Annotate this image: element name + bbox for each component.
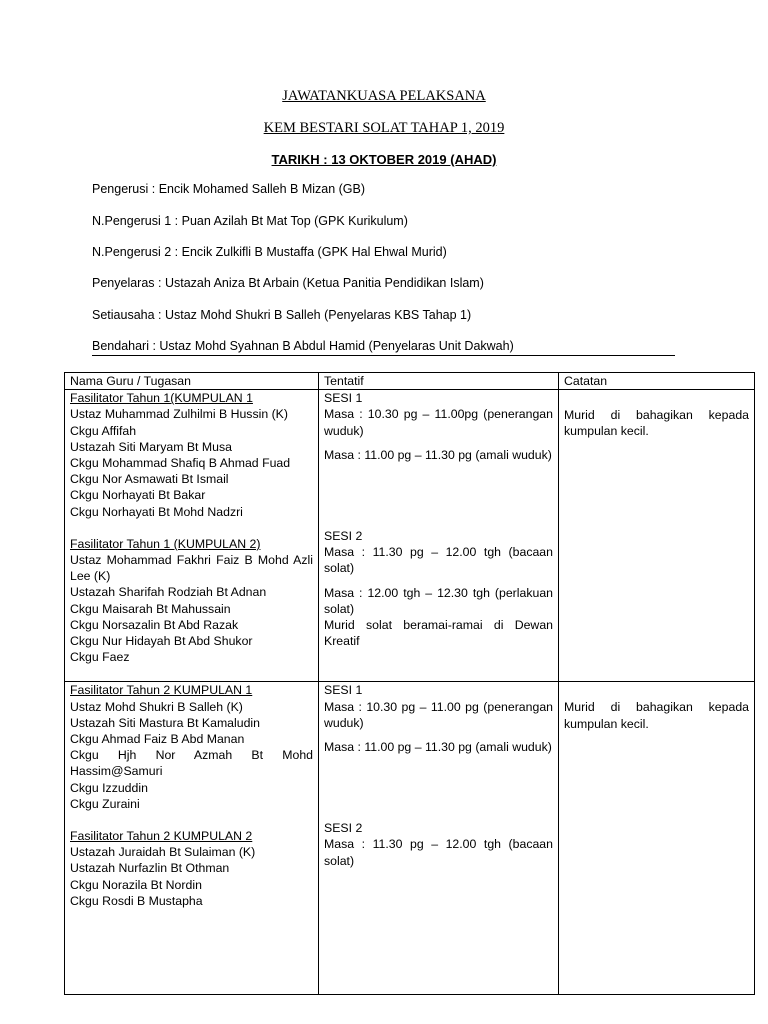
group-title: Fasilitator Tahun 1 (KUMPULAN 2)	[70, 536, 261, 551]
session-time: Masa : 11.30 pg – 12.00 tgh (bacaan solat)	[324, 837, 553, 868]
teacher-name: Ckgu Izzuddin	[70, 780, 148, 795]
teacher-name: Ustaz Muhammad Zulhilmi B Hussin (K)	[70, 407, 288, 422]
task-table	[64, 372, 755, 995]
table-header-row	[65, 373, 755, 390]
session-time: Masa : 11.30 pg – 12.00 tgh (bacaan solat)	[324, 545, 553, 576]
teacher-name: Ckgu Ahmad Faiz B Abd Manan	[70, 732, 245, 747]
group-title: Fasilitator Tahun 1(KUMPULAN 1	[70, 391, 253, 406]
teacher-name: Ckgu Hjh Nor Azmah Bt Mohd Hassim@Samuri	[70, 748, 313, 779]
teacher-name: Ckgu Maisarah Bt Mahussain	[70, 601, 231, 616]
teacher-name: Ustaz Mohd Shukri B Salleh (K)	[70, 699, 243, 714]
schedule-cell	[319, 682, 559, 995]
facilitator-cell	[65, 682, 319, 995]
event-title: KEM BESTARI SOLAT TAHAP 1, 2019	[263, 120, 505, 136]
teacher-name: Ustazah Siti Maryam Bt Musa	[70, 439, 232, 454]
event-date: TARIKH : 13 OKTOBER 2019 (AHAD)	[271, 152, 497, 167]
teacher-name: Ckgu Rosdi B Mustapha	[70, 893, 203, 908]
header-teacher-task: Nama Guru / Tugasan	[65, 373, 319, 390]
teacher-name: Ustazah Siti Mastura Bt Kamaludin	[70, 715, 261, 730]
teacher-name: Ustazah Juraidah Bt Sulaiman (K)	[70, 845, 256, 860]
teacher-name: Ustazah Sharifah Rodziah Bt Adnan	[70, 585, 267, 600]
teacher-name: Ckgu Norhayati Bt Bakar	[70, 488, 206, 503]
committee-treasurer: Bendahari : Ustaz Mohd Syahnan B Abdul Hamid (Penyelaras Unit Dakwah)	[92, 339, 514, 353]
session-time: Masa : 10.30 pg – 11.00pg (penerangan wuduk)	[324, 407, 553, 438]
teacher-name: Ustaz Mohammad Fakhri Faiz B Mohd Azli Lee (K)	[70, 553, 313, 584]
divider-line	[92, 355, 675, 356]
facilitator-cell	[65, 390, 319, 682]
teacher-name: Ckgu Norhayati Bt Mohd Nadzri	[70, 504, 243, 519]
teacher-name: Ckgu Zuraini	[70, 796, 140, 811]
group-title: Fasilitator Tahun 2 KUMPULAN 2	[70, 829, 253, 844]
teacher-name: Ckgu Norsazalin Bt Abd Razak	[70, 617, 239, 632]
session-label: SESI 2	[324, 821, 363, 836]
teacher-name: Ckgu Mohammad Shafiq B Ahmad Fuad	[70, 456, 291, 471]
session-label: SESI 1	[324, 683, 363, 698]
note-text: Murid di bahagikan kepada kumpulan kecil.	[564, 700, 749, 731]
group-title: Fasilitator Tahun 2 KUMPULAN 1	[70, 683, 253, 698]
table-row	[65, 682, 755, 995]
document-title: JAWATANKUASA PELAKSANA	[282, 88, 486, 104]
committee-vice-chairman-2: N.Pengerusi 2 : Encik Zulkifli B Mustaffa (GPK Hal Ehwal Murid)	[92, 245, 447, 259]
notes-cell	[559, 390, 755, 682]
committee-vice-chairman-1: N.Pengerusi 1 : Puan Azilah Bt Mat Top (GPK Kurikulum)	[92, 214, 408, 228]
session-time: Murid solat beramai-ramai di Dewan Kreatif	[324, 618, 553, 649]
teacher-name: Ckgu Nor Asmawati Bt Ismail	[70, 472, 229, 487]
teacher-name: Ckgu Faez	[70, 650, 130, 665]
committee-coordinator: Penyelaras : Ustazah Aniza Bt Arbain (Ketua Panitia Pendidikan Islam)	[92, 276, 484, 290]
committee-secretary: Setiausaha : Ustaz Mohd Shukri B Salleh (Penyelaras KBS Tahap 1)	[92, 308, 472, 322]
header-schedule: Tentatif	[319, 373, 559, 390]
table-row	[65, 390, 755, 682]
header-notes: Catatan	[559, 373, 755, 390]
note-text: Murid di bahagikan kepada kumpulan kecil.	[564, 408, 749, 439]
session-time: Masa : 10.30 pg – 11.00 pg (penerangan wuduk)	[324, 699, 553, 730]
session-time: Masa : 11.00 pg – 11.30 pg (amali wuduk)	[324, 740, 552, 755]
session-time: Masa : 12.00 tgh – 12.30 tgh (perlakuan solat)	[324, 585, 553, 616]
teacher-name: Ustazah Nurfazlin Bt Othman	[70, 861, 230, 876]
session-label: SESI 1	[324, 391, 363, 406]
committee-chairman: Pengerusi : Encik Mohamed Salleh B Mizan (GB)	[92, 182, 366, 196]
teacher-name: Ckgu Norazila Bt Nordin	[70, 877, 202, 892]
session-time: Masa : 11.00 pg – 11.30 pg (amali wuduk)	[324, 447, 552, 462]
schedule-cell	[319, 390, 559, 682]
teacher-name: Ckgu Nur Hidayah Bt Abd Shukor	[70, 634, 253, 649]
notes-cell	[559, 682, 755, 995]
teacher-name: Ckgu Affifah	[70, 423, 137, 438]
session-label: SESI 2	[324, 529, 363, 544]
